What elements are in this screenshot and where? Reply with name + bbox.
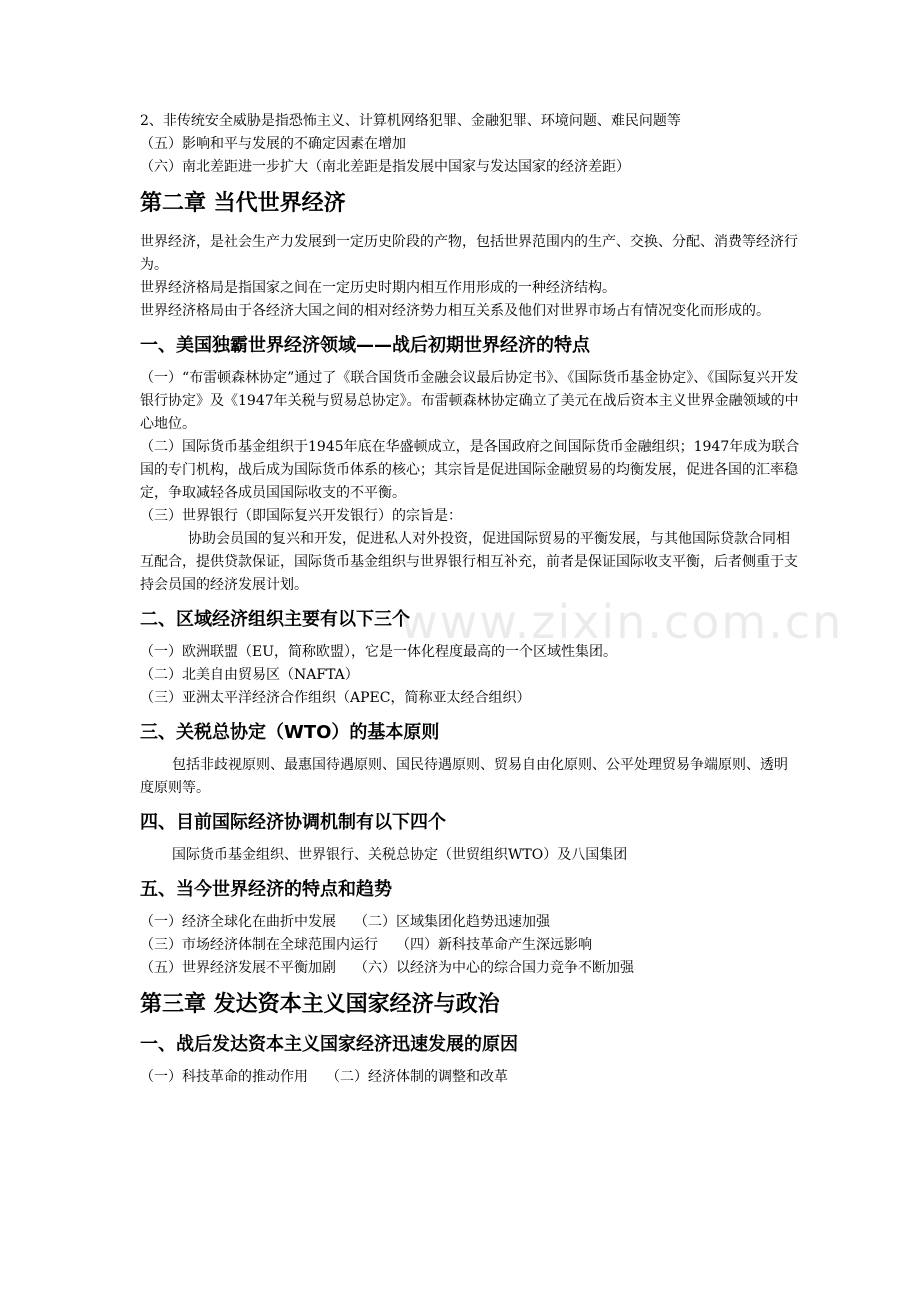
section-2-item-2: （二）北美自由贸易区（NAFTA） xyxy=(140,667,359,683)
chapter-2-para-3: 世界经济格局由于各经济大国之间的相对经济势力相互关系及他们对世界市场占有情况变化而形成的。 xyxy=(140,303,770,319)
section-5-title: 五、当今世界经济的特点和趋势 xyxy=(140,879,392,900)
chapter-3-item-2: （二）经济体制的调整和改革 xyxy=(326,1069,508,1085)
chapter-3-title: 第三章 发达资本主义国家经济与政治 xyxy=(140,992,500,1017)
section-5-row-2 xyxy=(140,934,800,957)
document-page xyxy=(140,110,800,1089)
section-2-item-3: （三）亚洲太平洋经济合作组织（APEC，简称亚太经合组织） xyxy=(140,690,531,706)
intro-line-2: （五）影响和平与发展的不确定因素在增加 xyxy=(140,136,406,152)
section-5-row-1 xyxy=(140,911,800,934)
chapter-3-item-1: （一）科技革命的推动作用 xyxy=(140,1069,308,1085)
chapter-3-section-1-title: 一、战后发达资本主义国家经济迅速发展的原因 xyxy=(140,1034,518,1055)
section-5-item-1: （一）经济全球化在曲折中发展 xyxy=(140,914,336,930)
section-3-para: 包括非歧视原则、最惠国待遇原则、国民待遇原则、贸易自由化原则、公平处理贸易争端原则、透明度原则等。 xyxy=(140,757,788,796)
chapter-2-para-1: 世界经济，是社会生产力发展到一定历史阶段的产物，包括世界范围内的生产、交换、分配、消费等经济行为。 xyxy=(140,234,798,273)
watermark: www.zixin.com.cn xyxy=(400,595,844,649)
section-2-item-1: （一）欧洲联盟（EU，简称欧盟），它是一体化程度最高的一个区域性集团。 xyxy=(140,644,618,660)
section-2-title: 二、区域经济组织主要有以下三个 xyxy=(140,609,410,630)
section-1-title: 一、美国独霸世界经济领域——战后初期世界经济的特点 xyxy=(140,335,590,356)
section-4-para: 国际货币基金组织、世界银行、关税总协定（世贸组织WTO）及八国集团 xyxy=(172,847,628,863)
chapter-2-title: 第二章 当代世界经济 xyxy=(140,191,346,216)
chapter-2-para-2: 世界经济格局是指国家之间在一定历史时期内相互作用形成的一种经济结构。 xyxy=(140,280,616,296)
intro-line-3: （六）南北差距进一步扩大（南北差距是指发展中国家与发达国家的经济差距） xyxy=(140,159,630,175)
section-1-para-3: （三）世界银行（即国际复兴开发银行）的宗旨是： xyxy=(140,508,462,524)
section-5-item-2: （二）区域集团化趋势迅速加强 xyxy=(354,914,550,930)
section-1-para-2: （二）国际货币基金组织于1945年底在华盛顿成立，是各国政府之间国际货币金融组织；1947年成为联合国的专门机构，战后成为国际货币体系的核心；其宗旨是促进国际金融贸易的均衡发展，促进各国的汇率稳定，争取减轻各成员国国际收支的不平衡。 xyxy=(140,439,800,501)
section-5-item-5: （五）世界经济发展不平衡加剧 xyxy=(140,960,336,976)
section-5-row-3 xyxy=(140,957,800,980)
section-1-para-1: （一）“布雷顿森林协定”通过了《联合国货币金融会议最后协定书》、《国际货币基金协定》、《国际复兴开发银行协定》及《1947年关税与贸易总协定》。布雷顿森林协定确立了美元在战后资本主义世界金融领域的中心地位。 xyxy=(140,370,799,432)
intro-line-1: 2、非传统安全威胁是指恐怖主义、计算机网络犯罪、金融犯罪、环境问题、难民问题等 xyxy=(140,113,681,129)
section-5-item-4: （四）新科技革命产生深远影响 xyxy=(396,937,592,953)
section-1-para-4: 协助会员国的复兴和开发，促进私人对外投资，促进国际贸易的平衡发展，与其他国际贷款合同相互配合，提供贷款保证，国际货币基金组织与世界银行相互补充，前者是保证国际收支平衡，后者侧重于支持会员国的经济发展计划。 xyxy=(140,531,798,593)
chapter-3-section-1-row xyxy=(140,1066,800,1089)
section-5-item-3: （三）市场经济体制在全球范围内运行 xyxy=(140,937,378,953)
section-4-title: 四、目前国际经济协调机制有以下四个 xyxy=(140,812,446,833)
section-3-title: 三、关税总协定（WTO）的基本原则 xyxy=(140,722,440,743)
section-5-item-6: （六）以经济为中心的综合国力竞争不断加强 xyxy=(354,960,634,976)
